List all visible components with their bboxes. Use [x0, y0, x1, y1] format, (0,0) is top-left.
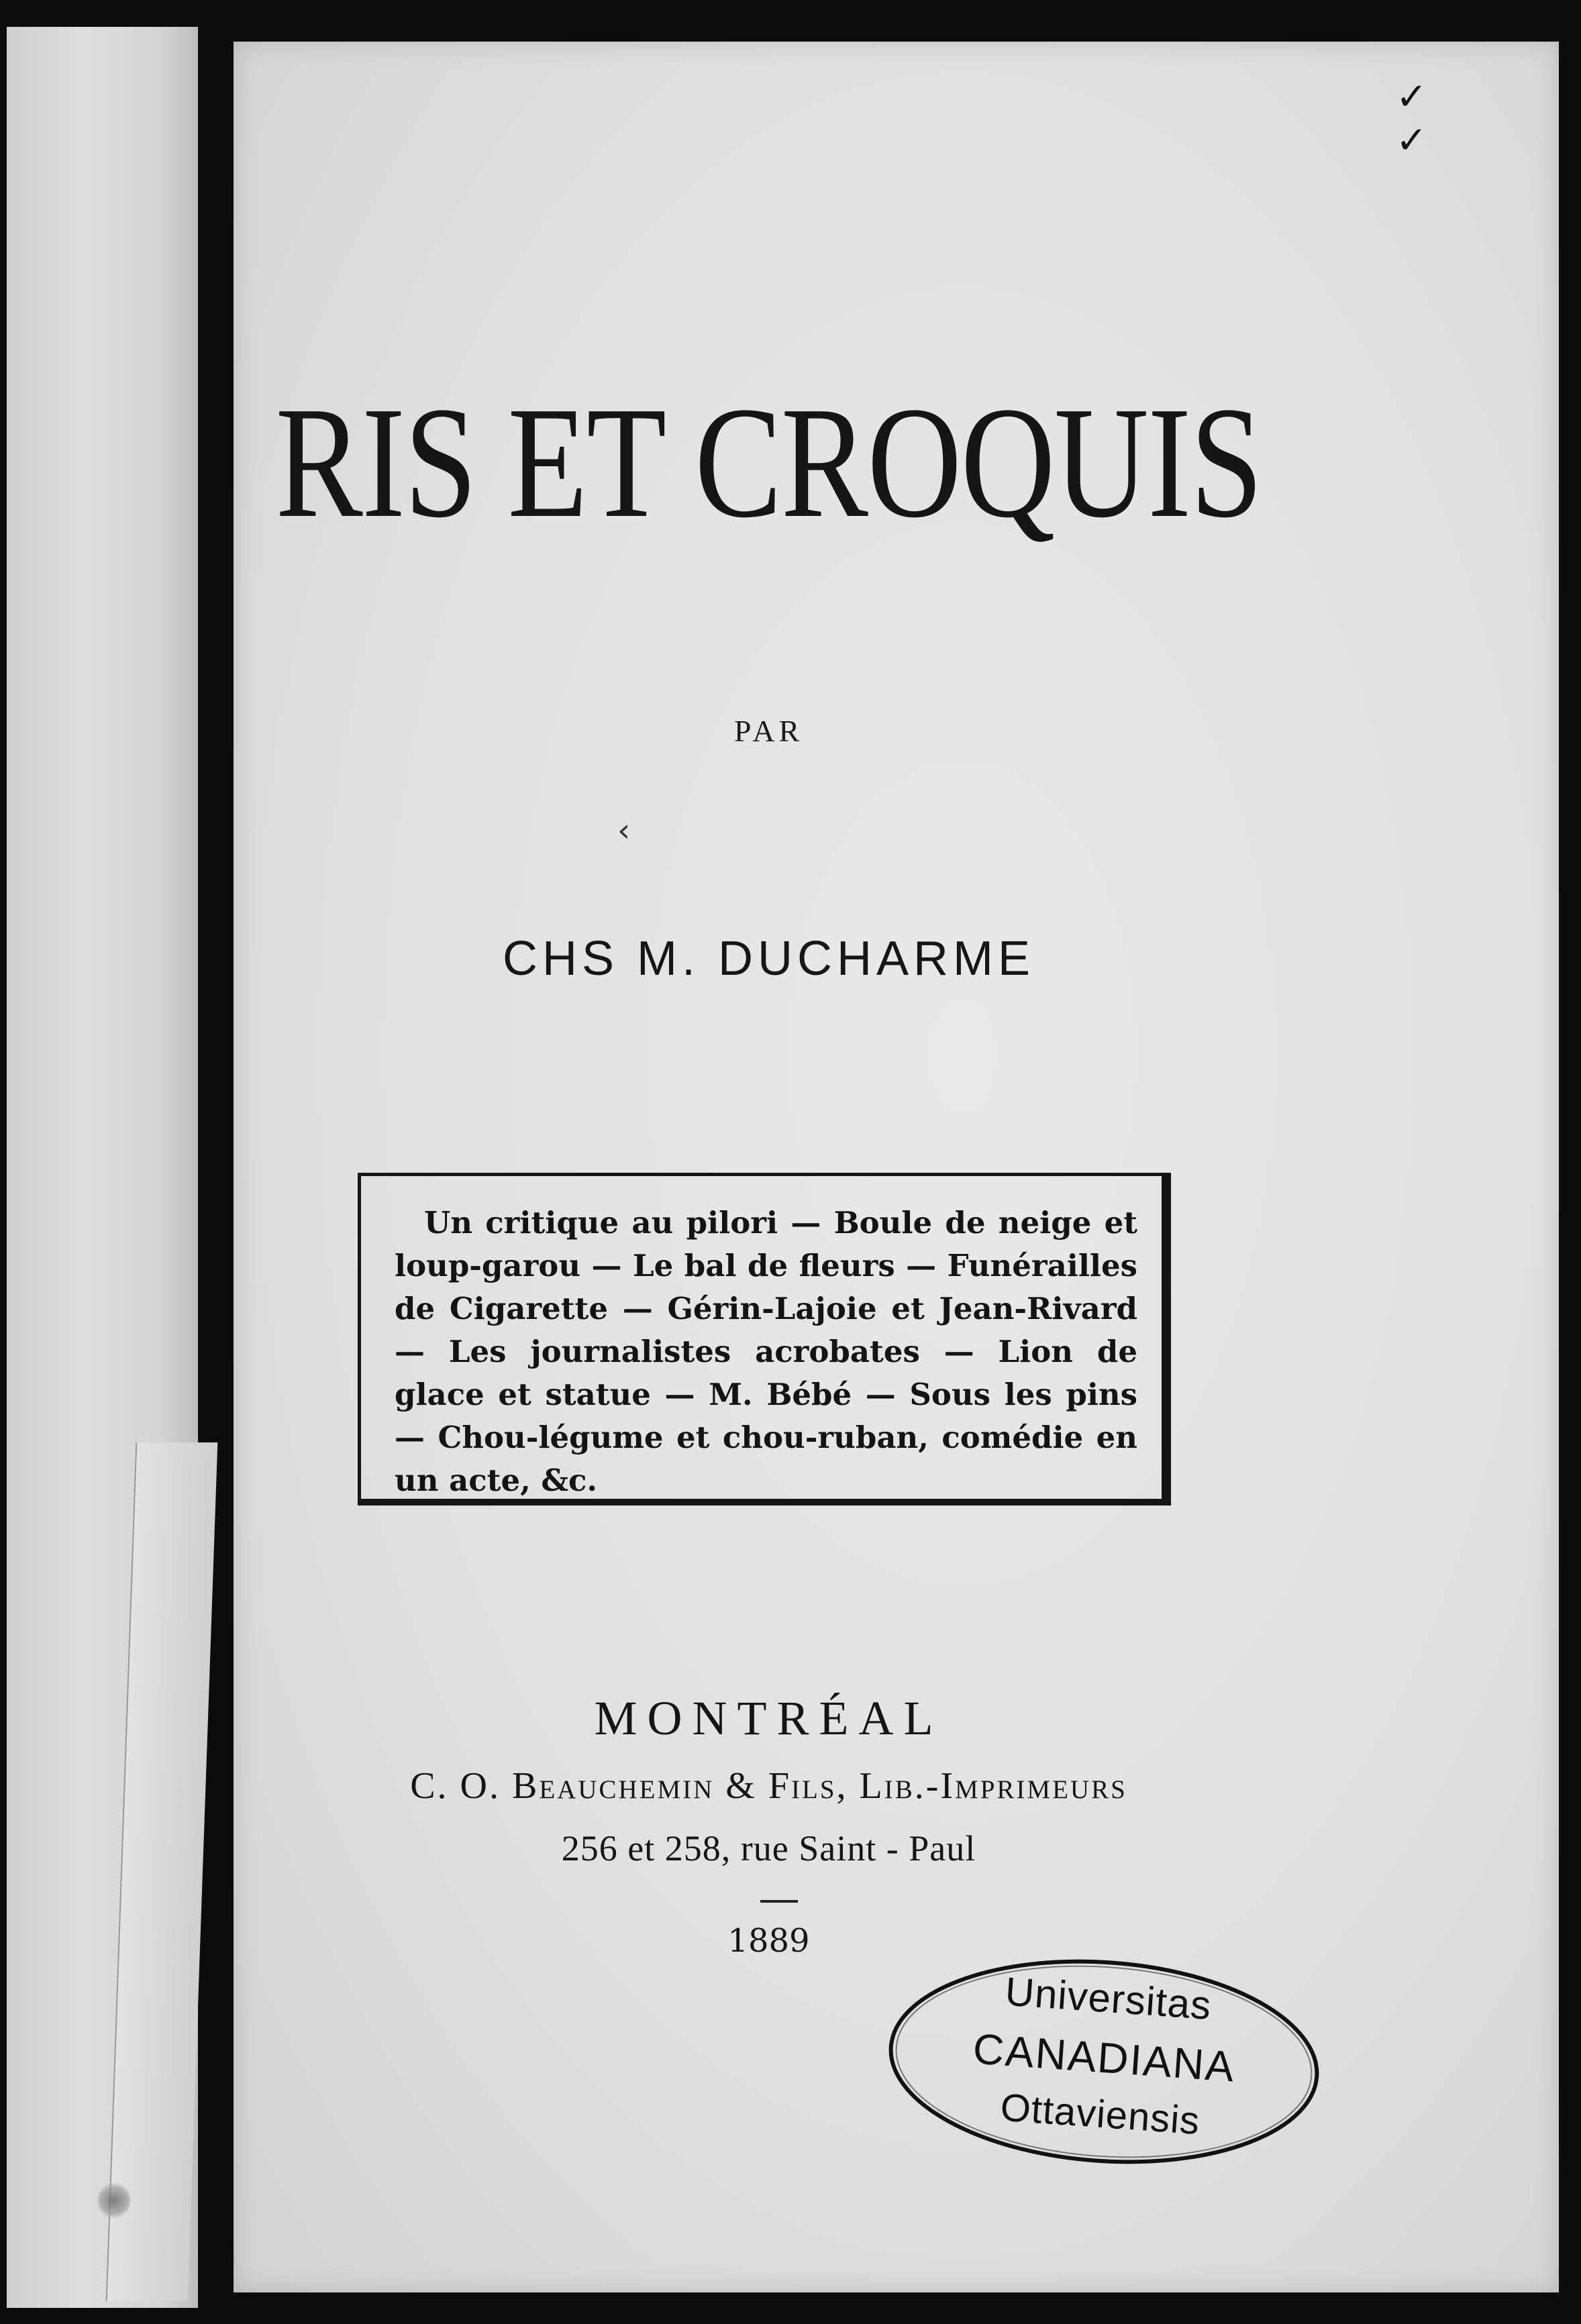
ink-blot: [97, 2180, 131, 2221]
book-title: RIS ET CROQUIS: [275, 374, 1262, 551]
by-line: PAR: [733, 714, 804, 748]
publisher-address: 256 et 258, rue Saint - Paul: [561, 1828, 976, 1868]
divider-rule: [760, 1900, 798, 1903]
publication-year: 1889: [727, 1922, 810, 1960]
contents-box: [358, 1173, 1171, 1506]
author-name: CHS M. DUCHARME: [502, 932, 1035, 986]
stamp-line-1: Universitas: [1003, 1968, 1213, 2028]
pencil-mark-icon: ‹: [617, 812, 631, 849]
publication-city: MONTRÉAL: [594, 1691, 944, 1745]
library-stamp: [879, 1943, 1329, 2181]
stamp-line-3: Ottaviensis: [999, 2085, 1202, 2144]
contents-list: Un critique au pilori — Boule de neige et loup-garou — Le bal de fleurs — Funérailles de Cigarette — Gérin-Lajoie et Jean-Rivard — Les journalistes acrobates — Lion de glace et statue — M. Bébé — Sous les pins — Chou-légume et chou-ruban, comédie en un acte, &c.: [395, 1205, 1137, 1498]
check-marks: ✓ ✓: [1396, 75, 1447, 162]
publisher-name: C. O. Beauchemin & Fils, Lib.-Imprimeurs: [410, 1765, 1127, 1807]
stamp-line-2: CANADIANA: [971, 2024, 1237, 2091]
